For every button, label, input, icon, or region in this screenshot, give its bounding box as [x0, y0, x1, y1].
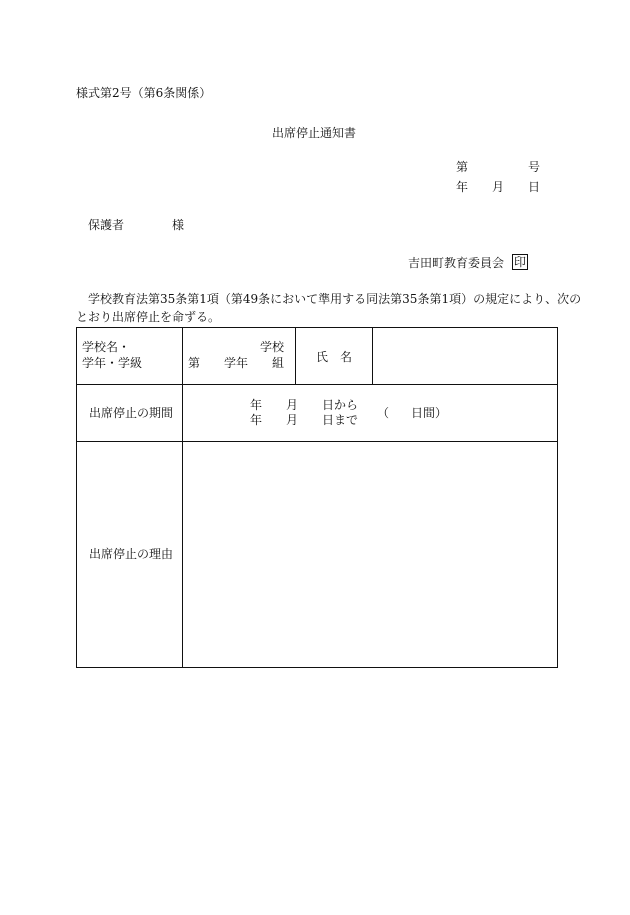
- school-label-line2: 学年・学級: [82, 356, 143, 370]
- grade-gakunen: 学年: [224, 356, 249, 370]
- period-days-label: 日間）: [411, 406, 448, 420]
- grade-dai: 第: [188, 356, 201, 370]
- period-from-month: 月: [286, 398, 299, 412]
- period-from-year: 年: [250, 398, 263, 412]
- date-month: 月: [492, 180, 505, 194]
- addressee-honorific: 様: [172, 218, 185, 232]
- body-line-2: とおり出席停止を命ずる。: [76, 310, 221, 324]
- doc-number-dai: 第: [456, 160, 469, 174]
- name-label-cell: [296, 328, 373, 385]
- table-row-school: [77, 328, 558, 385]
- school-value-cell[interactable]: [183, 328, 296, 385]
- document-title: 出席停止通知書: [272, 126, 357, 140]
- name-label: 氏 名: [315, 349, 352, 364]
- seal-mark: 印: [514, 255, 527, 269]
- reason-label: 出席停止の理由: [89, 547, 174, 561]
- period-from-day: 日から: [322, 398, 359, 412]
- table-row-period: [77, 385, 558, 442]
- reason-label-cell: [77, 442, 183, 668]
- date-year: 年: [456, 180, 469, 194]
- form-id: 様式第2号（第6条関係）: [76, 86, 212, 100]
- grade-kumi: 組: [271, 356, 284, 370]
- name-value-cell[interactable]: [373, 328, 558, 385]
- doc-number-go: 号: [528, 160, 541, 174]
- addressee-label: 保護者: [88, 218, 125, 232]
- period-to-day: 日まで: [322, 413, 359, 427]
- school-label-line1: 学校名・: [82, 340, 131, 354]
- date-day: 日: [528, 180, 541, 194]
- period-value-cell[interactable]: [183, 385, 558, 442]
- body-line-1: 学校教育法第35条第1項（第49条において準用する同法第35条第1項）の規定により、次の: [88, 292, 582, 306]
- period-to-year: 年: [250, 413, 263, 427]
- period-to-month: 月: [286, 413, 299, 427]
- reason-value-cell[interactable]: [183, 442, 558, 668]
- table-row-reason: [77, 442, 558, 668]
- period-label-cell: [77, 385, 183, 442]
- school-suffix: 学校: [259, 340, 284, 354]
- period-days-open: （: [377, 406, 390, 420]
- issuer-name: 吉田町教育委員会: [408, 256, 505, 270]
- school-label-cell: [77, 328, 183, 385]
- notice-table: [76, 327, 558, 668]
- period-label: 出席停止の期間: [89, 406, 174, 420]
